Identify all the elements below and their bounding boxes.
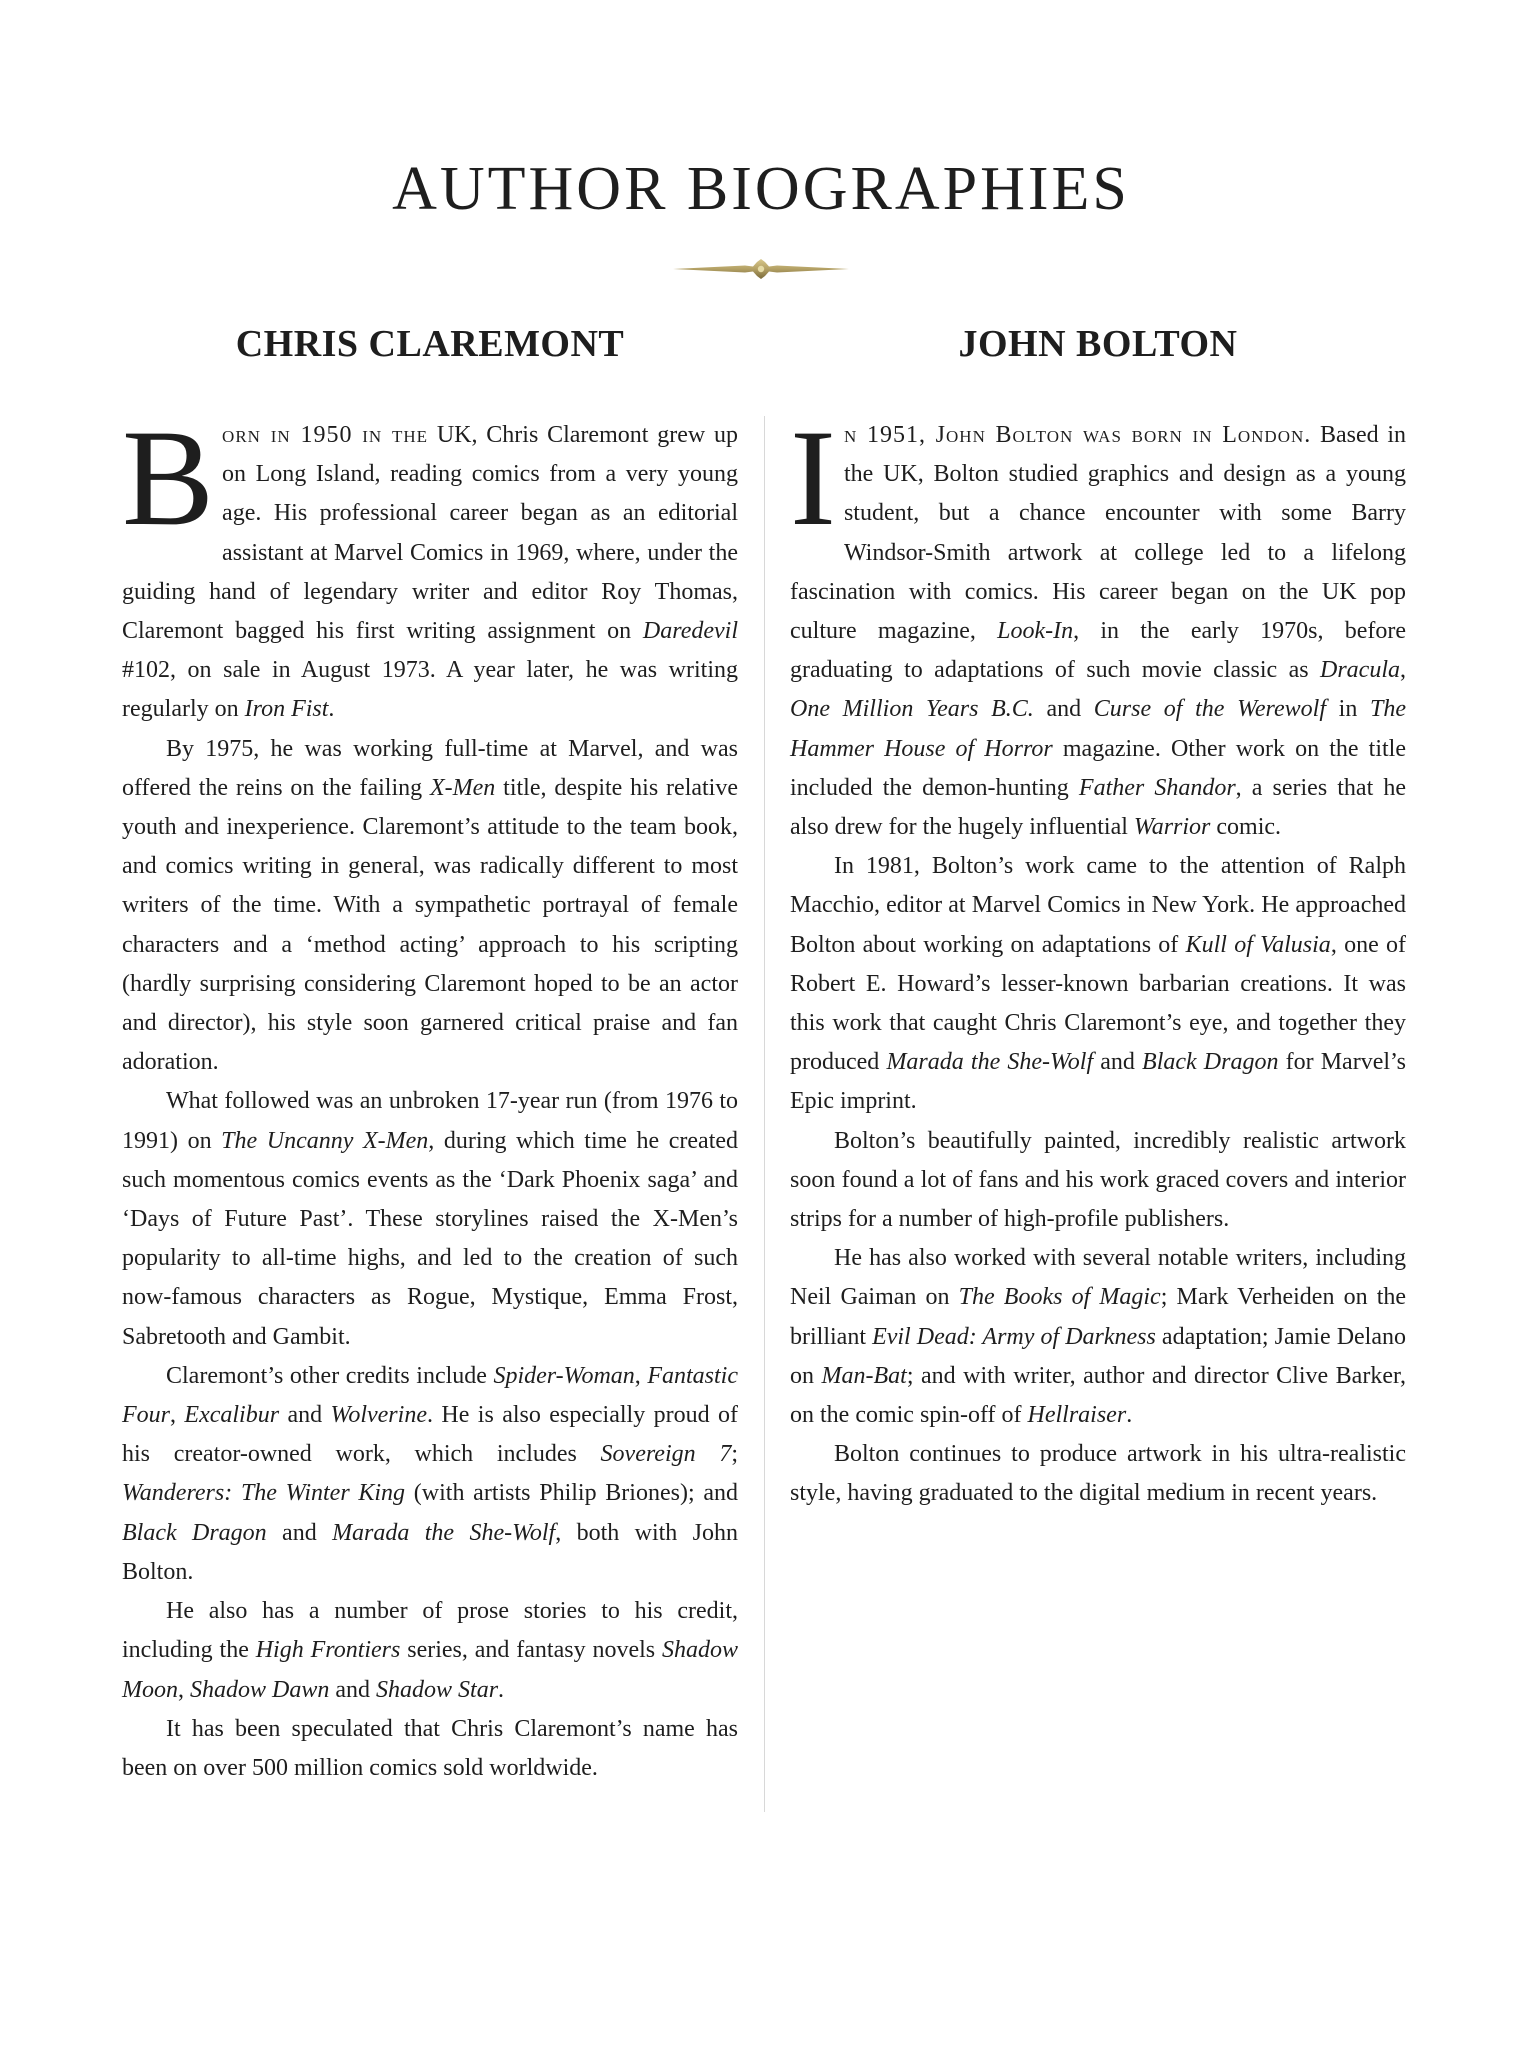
paragraph: Bolton continues to produce artwork in his ultra-realistic style, having graduated to the digital medium in recent years.: [790, 1441, 1406, 1507]
author-name-claremont: CHRIS CLAREMONT: [235, 323, 625, 365]
author-name-bolton: JOHN BOLTON: [958, 323, 1238, 365]
bio-text-bolton: [790, 401, 1407, 1514]
paragraph: By 1975, he was working full-time at Marvel, and was offered the reins on the failing X-Men title, despite his relative youth and inexperience. Claremont’s attitude to the team book, and comics writing in general, was radically different to most writers of the time. With a sympathetic portrayal of female characters and a ‘method acting’ approach to his scripting (hardly surprising considering Claremont hoped to be an actor and director), his style soon garnered critical praise and fan adoration.: [122, 735, 739, 1076]
paragraph: Claremont’s other credits include Spider-Woman, Fantastic Four, Excalibur and Wolverine. He is also especially proud of his creator-owned work, which includes Sovereign 7; Wanderers: The Winter King (with artists Philip Briones); and Black Dragon and Marada the She-Wolf, both with John Bolton.: [122, 1362, 739, 1585]
paragraph: What followed was an unbroken 17-year run (from 1976 to 1991) on The Uncanny X-Men, during which time he created such momentous comics events as the ‘Dark Phoenix saga’ and ‘Days of Future Past’. These storylines raised the X-Men’s popularity to all-time highs, and led to the creation of such now-famous characters as Rogue, Mystique, Emma Frost, Sabretooth and Gambit.: [122, 1088, 739, 1350]
page-title: AUTHOR BIOGRAPHIES: [392, 155, 1130, 223]
paragraph: He also has a number of prose stories to his credit, including the High Frontiers series, and fantasy novels Shadow Moon, Shadow Dawn and Shadow Star.: [122, 1598, 738, 1703]
paragraph: Born in 1950 in the UK, Chris Claremont grew up on Long Island, reading comics from a very young age. His professional career began as an editorial assistant at Marvel Comics in 1969, where, under the guiding hand of legendary writer and editor Roy Thomas, Claremont bagged his first writing assignment on Daredevil #102, on sale in August 1973. A year later, he was writing regularly on Iron Fist.: [122, 401, 738, 723]
paragraph: He has also worked with several notable writers, including Neil Gaiman on The Books of Magic; Mark Verheiden on the brilliant Evil Dead: Army of Darkness adaptation; Jamie Delano on Man-Bat; and with writer, author and director Clive Barker, on the comic spin-off of Hellraiser.: [790, 1245, 1407, 1429]
ornament-divider-icon: [673, 258, 849, 280]
paragraph: In 1951, John Bolton was born in London. Based in the UK, Bolton studied graphics and design as a young student, but a chance encounter with some Barry Windsor-Smith artwork at college led to a lifelong fascination with comics. His career began on the UK pop culture magazine, Look-In, in the early 1970s, before graduating to adaptations of such movie classic as Dracula, One Million Years B.C. and Curse of the Werewolf in The Hammer House of Horror magazine. Other work on the title included the demon-hunting Father Shandor, a series that he also drew for the hugely influential Warrior comic.: [790, 401, 1406, 841]
drop-cap: B: [122, 401, 215, 554]
bio-text-claremont: [122, 401, 739, 1788]
paragraph: It has been speculated that Chris Claremont’s name has been on over 500 million comics sold worldwide.: [122, 1715, 738, 1781]
paragraph: In 1981, Bolton’s work came to the attention of Ralph Macchio, editor at Marvel Comics in New York. He approached Bolton about working on adaptations of Kull of Valusia, one of Robert E. Howard’s lesser-known barbarian creations. It was this work that caught Chris Claremont’s eye, and together they produced Marada the She-Wolf and Black Dragon for Marvel’s Epic imprint.: [790, 853, 1407, 1115]
column-divider: [764, 416, 765, 1812]
paragraph: Bolton’s beautifully painted, incredibly realistic artwork soon found a lot of fans and his work graced covers and interior strips for a number of high-profile publishers.: [790, 1127, 1406, 1233]
drop-cap: I: [790, 401, 836, 554]
